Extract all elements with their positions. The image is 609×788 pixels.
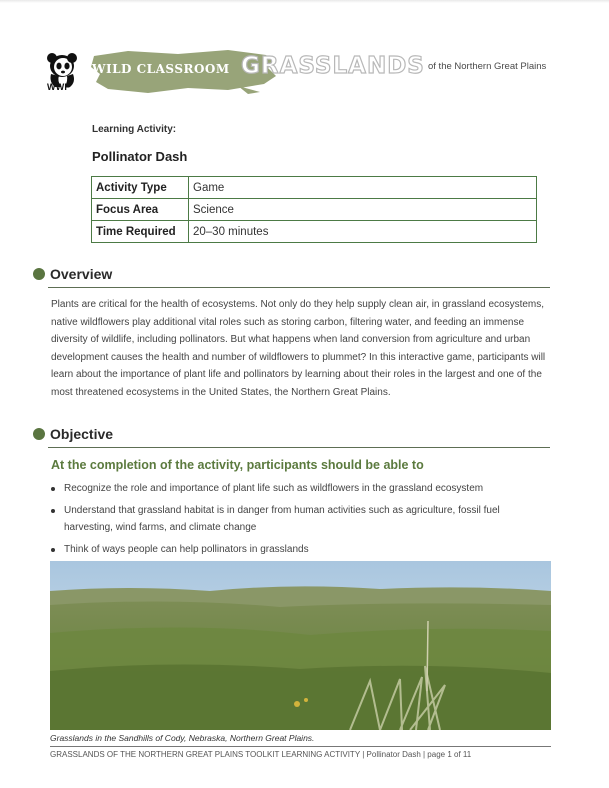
objective-bullet-icon [33,428,45,440]
bullet-dot-icon [51,487,55,491]
page-footer: GRASSLANDS OF THE NORTHERN GREAT PLAINS TOOLKIT LEARNING ACTIVITY | Pollinator Dash | page 1 of 11 [50,750,472,759]
table-row [92,177,537,199]
page-header [44,44,564,96]
list-item [51,541,551,559]
table-row [92,199,537,221]
photo-caption: Grasslands in the Sandhills of Cody, Nebraska, Northern Great Plains. [50,733,315,743]
row-value: Game [189,177,537,199]
bullet-dot-icon [51,509,55,513]
overview-heading: Overview [50,266,113,282]
grasslands-subtitle: of the Northern Great Plains [428,61,547,72]
list-item-text: Understand that grassland habitat is in danger from human activities such as agriculture, fossil fuel harvesting, wind farms, and climate change [64,504,500,533]
row-key: Time Required [92,221,189,243]
objective-divider [48,447,550,448]
wild-classroom-label: WILD CLASSROOM [92,62,230,76]
row-key: Activity Type [92,177,189,199]
overview-bullet-icon [33,268,45,280]
grassland-photo [50,561,551,730]
wwf-wordmark: WWF [47,82,71,92]
learning-activity-label: Learning Activity: [92,124,177,135]
row-value: Science [189,199,537,221]
list-item [51,480,551,498]
table-row [92,221,537,243]
page-top-edge [0,0,609,3]
bullet-dot-icon [51,548,55,552]
list-item [51,502,551,537]
overview-divider [48,287,550,288]
list-item-text: Recognize the role and importance of plant life such as wildflowers in the grassland ecosystem [64,483,484,494]
objective-subheading: At the completion of the activity, participants should be able to [51,458,424,472]
list-item-text: Think of ways people can help pollinators in grasslands [64,543,309,555]
grasslands-title: GRASSLANDS [241,53,425,79]
row-value: 20–30 minutes [189,221,537,243]
row-key: Focus Area [92,199,189,221]
objective-heading: Objective [50,426,114,442]
activity-title: Pollinator Dash [92,149,188,164]
activity-info-table [91,176,537,243]
objective-list [51,480,551,562]
overview-paragraph: Plants are critical for the health of ecosystems. Not only do they help supply clean air, in grassland ecosystems, native wildflowers play additional vital roles such as storing carbon, filtering water, and feeding an immense diversity of wildlife, including pollinators. But what happens when land conversion from agriculture and urban development causes the health and number of wildflowers to plummet? In this interactive game, participants will learn about the importance of plant life and pollinators by learning about their roles in the largest and one of the most threatened ecosystems in the United States, the Northern Great Plains. [51,299,546,398]
footer-divider [50,746,551,747]
